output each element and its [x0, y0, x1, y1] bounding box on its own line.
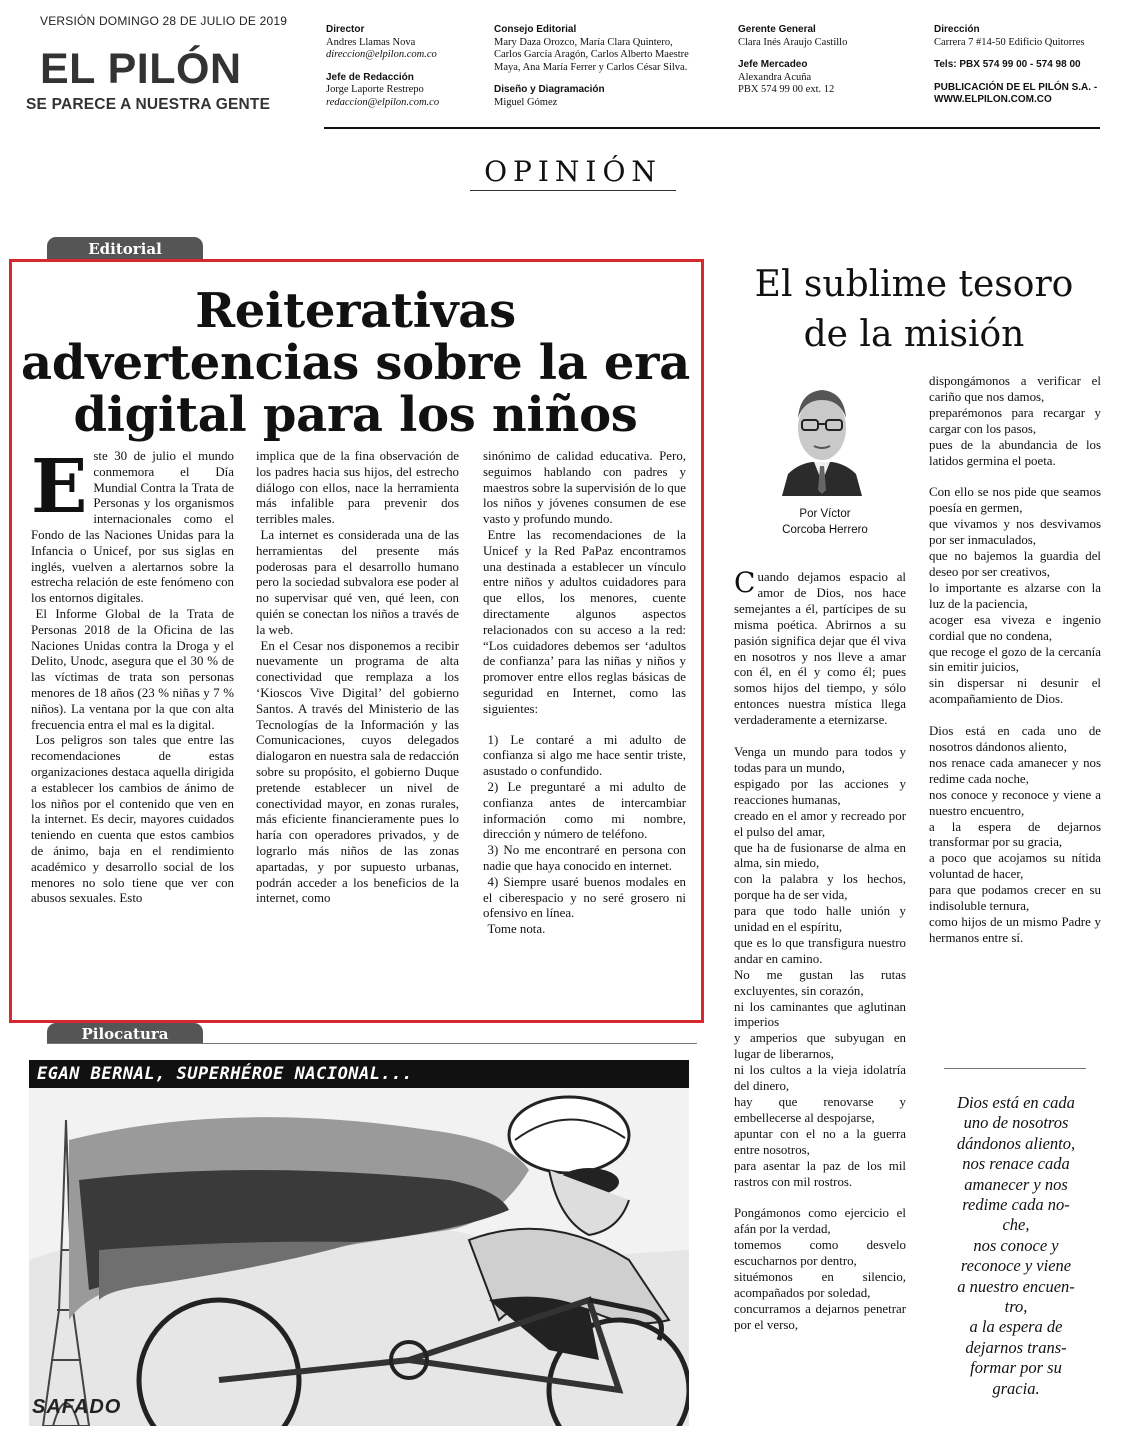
verse-line: hay que renovarse y embellecerse al despojarse, [734, 1095, 906, 1125]
paragraph: La internet es considerada una de las herramientas del presente más poderosas para el desarrollo humano pero la sociedad subvalora ese poder al no supervisar qué ven, qué leen, con quién se conectan los niños a través de la web. [256, 527, 459, 637]
staff-name: Miguel Gómez [494, 96, 558, 108]
verse-line: a la espera de dejarnos transformar por su gracia, [929, 819, 1101, 850]
verse-line: lo importante es alzarse con la luz de la paciencia, [929, 580, 1101, 611]
verse-line: No me gustan las rutas excluyentes, sin corazón, [734, 967, 906, 998]
edition-date: VERSIÓN DOMINGO 28 DE JULIO DE 2019 [40, 14, 288, 28]
verse-line: Con ello se nos pide que seamos poesía en germen, [929, 485, 1101, 516]
staff-name: Maya, Ana María Ferrer y Carlos César Silva. [494, 61, 688, 73]
verse-line: sin dispersar ni desunir el acompañamiento de Dios. [929, 676, 1101, 707]
cartoon-illustration [29, 1060, 689, 1426]
verse-line: que no bajemos la guardia del deseo por ser creativos, [929, 549, 1101, 579]
author-photo [778, 378, 866, 496]
pullquote-line: a la espera de [969, 1317, 1063, 1337]
staff-column-address [934, 24, 1114, 107]
staff-name: Mary Daza Orozco, María Clara Quintero, [494, 36, 673, 48]
verse-line: con la palabra y los hechos, porque ha de ser vida, [734, 872, 906, 903]
staff-name: Carlos García Aragón, Carlos Alberto Maestre [494, 49, 689, 60]
verse-spacer [929, 469, 1101, 485]
verse-spacer [929, 708, 1101, 724]
staff-heading: Diseño y Diagramación [494, 84, 605, 95]
paragraph: implica que de la fina observación de los padres hacia sus hijos, del estrecho diálogo con ellos, nace la herramienta más infalible para prevenir dos terribles males. [256, 449, 459, 527]
pullquote-rule [944, 1068, 1086, 1069]
pullquote-line: tro, [1004, 1297, 1028, 1317]
verse-spacer [734, 1190, 906, 1206]
pullquote [934, 1093, 1098, 1399]
author-name: Corcoba Herrero [782, 524, 868, 536]
section-rule [470, 190, 676, 191]
cartoonist-signature: SAFADO [32, 1396, 122, 1418]
verse-line: tomemos como desvelo escucharnos por dentro, [734, 1238, 906, 1269]
staff-heading: Gerente General [738, 24, 816, 35]
pullquote-line: che, [1002, 1215, 1030, 1235]
verse-line: apuntar con el no a la guerra entre nosotros, [734, 1126, 906, 1157]
verse-spacer [734, 729, 906, 745]
verse-line: Pongámonos como ejercicio el afán por la verdad, [734, 1206, 906, 1237]
list-item: 1) Le contaré a mi adulto de confianza si algo me hace sentir triste, asustado o confundido. [483, 732, 686, 779]
drop-cap: E [31, 444, 88, 530]
website-link[interactable]: WWW.ELPILON.COM.CO [934, 94, 1052, 105]
tab-editorial: Editorial [47, 237, 203, 259]
headline-line: Reiterativas [195, 283, 516, 339]
staff-name: Andres Llamas Nova [326, 36, 416, 48]
verse-line: nos renace cada amanecer y nos redime cada noche, [929, 755, 1101, 786]
cartoon-title [29, 1060, 689, 1088]
staff-name: Clara Inés Araujo Castillo [738, 36, 848, 48]
byline-line: Por Víctor [799, 508, 851, 520]
newspaper-tagline: SE PARECE A NUESTRA GENTE [26, 96, 271, 113]
staff-heading: Dirección [934, 24, 980, 35]
verse-line: acoger esa viveza e ingenio cordial que no condena, [929, 612, 1101, 643]
headline-line: de la misión [803, 314, 1025, 355]
editorial-column-2 [256, 449, 459, 907]
opinion-column-1 [734, 566, 906, 1334]
paragraph: ste 30 de julio el mundo conmemora el Día Mundial Contra la Trata de Personas y los organismos internacionales como el Fondo de las Naciones Unidas para la Infancia o Unicef, por sus siglas en inglés, vuelven a alertarnos sobre la estrecha relación de este fenómeno con los entornos digitales. [31, 449, 234, 606]
paragraph: En el Cesar nos disponemos a recibir nuevamente un programa de alta conectividad que remplaza a los ‘Kioscos Vive Digital’ del gobierno Santos. A través del Ministerio de las Tecnologías de la Información y las Comunicaciones, cuyos delegados dialogaron en nuestra sala de redacción sobre su propósito, el gobierno Duque pretende establecer un nivel de conectividad mayor, en zonas rurales, más eficiente financieramente pues lo haría con operadores privados, y de lograrlo más niños de las zonas apartadas, y por supuesto urbanas, podrán acceder a los beneficios de la internet, como [256, 638, 459, 906]
staff-name: Alexandra Acuña [738, 71, 812, 83]
staff-email: direccion@elpilon.com.co [326, 49, 437, 60]
paragraph: Entre las recomendaciones de la Unicef y la Red PaPaz encontramos una destinada a establecer un vínculo entre niños y adultos cuidadores para que ellos, los menores, cuente directamente algunos aspectos relacionados con su acceso a la red: “Los cuidadores debemos ser ‘adultos de confianza’ para las niñas y niños y promover entre ellos reglas básicas de seguridad en Internet, como las siguientes: [483, 527, 686, 716]
pullquote-line: formar por su [970, 1358, 1062, 1378]
verse-line: para que todo halle unión y unidad en el espíritu, [734, 904, 906, 935]
verse-line: ni los cultos a la vieja idolatría del dinero, [734, 1063, 906, 1094]
pullquote-line: redime cada no- [962, 1195, 1070, 1215]
verse-line: y amperios que subyugan en lugar de liberarnos, [734, 1031, 906, 1062]
opinion-column-2 [929, 374, 1101, 947]
paragraph: uando dejamos espacio al amor de Dios, nos hace semejantes a él, partícipes de su misma poética. Abrirnos a su pasión significa dejar que él viva en nosotros y nos lleve a amar con él, en él y como él; pues somos hijos del tiempo, y sólo entonces nuestra mística llega verdaderamente a eternizarse. [734, 570, 906, 728]
pullquote-line: amanecer y nos [964, 1174, 1068, 1194]
paragraph: El Informe Global de la Trata de Personas 2018 de la Oficina de las Naciones Unidas contra la Droga y el Delito, Unodc, asegura que el 30 % de las víctimas de trata son personas menores de 18 años (23 % niñas y 7 % niños). La ventana por la que con alta frecuencia entra el mal es la digital. [31, 606, 234, 732]
pullquote-line: a nuestro encuen- [957, 1276, 1075, 1296]
publisher: PUBLICACIÓN DE EL PILÓN S.A. - [934, 81, 1098, 93]
verse-line: para que podamos crecer en su indisoluble ternura, [929, 883, 1101, 914]
paragraph: Los peligros son tales que entre las recomendaciones de estas organizaciones destaca aquella dirigida a establecer los cambios de ánimo de los niños por el contenido que ven en la internet. Es decir, mayores cuidados teniendo en cuenta que estos cambios de ánimo, baja en el rendimiento académico y desarrollo social de los menores no solo tiene que ver con abusos sexuales. Esto [31, 733, 234, 906]
verse-line: Dios está en cada uno de nosotros dándonos aliento, [929, 724, 1101, 755]
pilocatura-rule [47, 1043, 697, 1044]
verse-line: creado en el amor y recreado por el pulso del amar, [734, 808, 906, 839]
verse-line: ni los caminantes que aglutinan imperios [734, 999, 906, 1030]
staff-heading: Jefe Mercadeo [738, 59, 808, 70]
staff-phone: PBX 574 99 00 ext. 12 [738, 84, 835, 95]
verse-line: a poco que acojamos su nítida voluntad de hacer, [929, 851, 1101, 882]
opinion-headline [716, 260, 1112, 360]
tab-pilocatura: Pilocatura [47, 1023, 203, 1044]
cartoon-title-text: EGAN BERNAL, SUPERHÉROE NACIONAL... [37, 1064, 413, 1084]
editorial-headline [18, 285, 693, 441]
verse-line: nos conoce y reconoce y viene a nuestro encuentro, [929, 787, 1101, 818]
verse-line: situémonos en silencio, acompañados por soledad, [734, 1270, 906, 1300]
verse-line: pues de la abundancia de los latidos germina el poeta. [929, 437, 1101, 468]
verse-line: que recoge el gozo de la cercanía sin emitir juicios, [929, 644, 1101, 675]
pullquote-line: uno de nosotros [963, 1113, 1069, 1133]
verse-line: concurramos a dejarnos penetrar por el verso, [734, 1301, 906, 1332]
pullquote-line: Dios está en cada [957, 1093, 1075, 1112]
newspaper-logo: EL PILÓN [40, 45, 242, 93]
phones: Tels: PBX 574 99 00 - 574 98 00 [934, 59, 1081, 70]
section-title: OPINIÓN [484, 155, 662, 188]
verse-line: Venga un mundo para todos y todas para un mundo, [734, 745, 906, 775]
masthead-rule [324, 127, 1100, 129]
pullquote-line: reconoce y viene [960, 1256, 1072, 1276]
staff-name: Jorge Laporte Restrepo [326, 84, 424, 95]
paragraph-spacer [483, 718, 686, 733]
editorial-column-1 [31, 444, 234, 907]
staff-heading: Consejo Editorial [494, 24, 577, 35]
editorial-column-3 [483, 449, 686, 938]
paragraph: Tome nota. [487, 922, 546, 937]
list-item: 2) Le preguntaré a mi adulto de confianza antes de intercambiar información como mi nombre, dirección y número de teléfono. [483, 779, 686, 842]
paragraph: sinónimo de calidad educativa. Pero, seguimos hablando con padres y maestros sobre la supervisión de lo que los niños y jóvenes consumen de ese vasto y profundo mundo. [483, 449, 686, 527]
staff-heading: Director [326, 24, 365, 35]
verse-line: que vivamos y nos desvivamos por ser inmaculados, [929, 517, 1101, 548]
address: Carrera 7 #14-50 Edificio Quitorres [934, 36, 1085, 48]
pullquote-line: nos renace cada [962, 1154, 1070, 1174]
verse-line: dispongámonos a verificar el cariño que nos damos, [929, 374, 1101, 404]
verse-line: como hijos de un mismo Padre y hermanos entre sí. [929, 915, 1101, 945]
verse-line: que ha de fusionarse de alma en alma, sin miedo, [734, 840, 906, 871]
pullquote-line: dándonos aliento, [956, 1133, 1076, 1153]
pullquote-line: dejarnos trans- [965, 1337, 1067, 1357]
headline-line: advertencias sobre la era [21, 335, 690, 391]
headline-line: El sublime tesoro [754, 264, 1074, 305]
staff-column-director [326, 24, 486, 109]
pullquote-line: nos conoce y [973, 1235, 1059, 1255]
verse-line: preparémonos para recargar y cargar con los pasos, [929, 405, 1101, 436]
verse-line: que es lo que transfigura nuestro andar en camino. [734, 935, 906, 966]
list-item: 3) No me encontraré en persona con nadie que haya conocido en internet. [483, 843, 686, 873]
staff-email: redaccion@elpilon.com.co [326, 96, 440, 108]
verse-line: para asentar la paz de los mil rastros con mil rostros. [734, 1158, 906, 1189]
pullquote-line: gracia. [992, 1378, 1040, 1398]
list-item: 4) Siempre usaré buenos modales en el ciberespacio y no seré grosero ni ofensivo en línea. [483, 874, 686, 921]
staff-heading: Jefe de Redacción [326, 71, 414, 83]
verse-line: espigado por las acciones y reacciones humanas, [734, 776, 906, 807]
author-byline [742, 506, 908, 538]
drop-cap: C [734, 566, 756, 599]
headline-line: digital para los niños [73, 387, 638, 443]
staff-column-council [494, 24, 724, 109]
staff-column-manager [738, 24, 918, 97]
